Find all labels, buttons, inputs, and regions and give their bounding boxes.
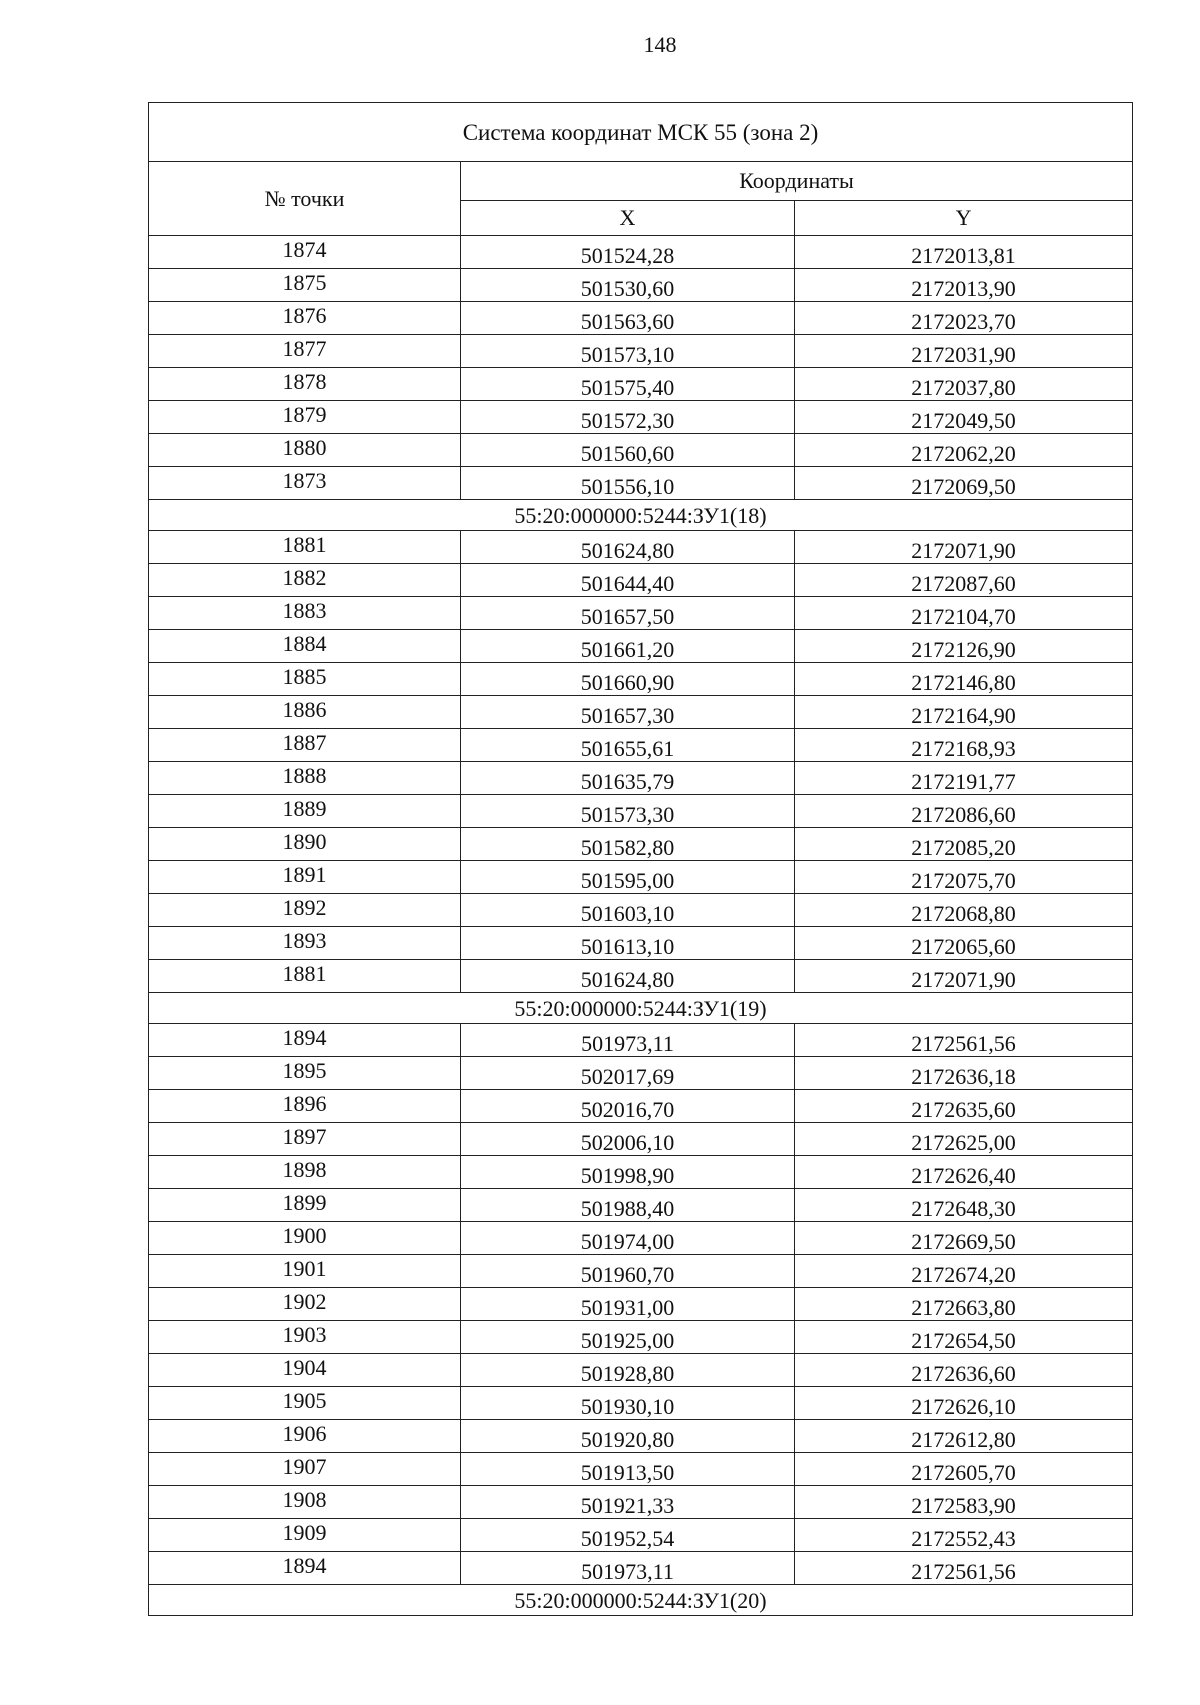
x-coordinate-cell: 501524,28 — [461, 236, 795, 269]
x-coordinate-cell: 501960,70 — [461, 1255, 795, 1288]
point-number-cell: 1887 — [149, 729, 461, 762]
table-row — [149, 795, 1133, 828]
table-row — [149, 434, 1133, 467]
table-row — [149, 1090, 1133, 1123]
point-number-cell: 1909 — [149, 1519, 461, 1552]
page-number: 148 — [643, 32, 677, 57]
coordinates-table — [148, 102, 1133, 1616]
point-number-cell: 1903 — [149, 1321, 461, 1354]
table-row — [149, 597, 1133, 630]
y-coordinate-cell: 2172023,70 — [795, 302, 1133, 335]
table-row — [149, 564, 1133, 597]
x-coordinate-cell: 501575,40 — [461, 368, 795, 401]
y-coordinate-cell: 2172636,18 — [795, 1057, 1133, 1090]
table-row — [149, 1354, 1133, 1387]
y-coordinate-cell: 2172625,00 — [795, 1123, 1133, 1156]
y-coordinate-cell: 2172164,90 — [795, 696, 1133, 729]
table-row — [149, 1453, 1133, 1486]
x-coordinate-cell: 501657,30 — [461, 696, 795, 729]
y-coordinate-cell: 2172062,20 — [795, 434, 1133, 467]
y-coordinate-cell: 2172075,70 — [795, 861, 1133, 894]
y-coordinate-cell: 2172674,20 — [795, 1255, 1133, 1288]
y-coordinate-cell: 2172031,90 — [795, 335, 1133, 368]
y-coordinate-cell: 2172087,60 — [795, 564, 1133, 597]
y-coordinate-cell: 2172561,56 — [795, 1552, 1133, 1585]
y-coordinate-cell: 2172071,90 — [795, 531, 1133, 564]
y-coordinate-cell: 2172191,77 — [795, 762, 1133, 795]
table-row — [149, 1123, 1133, 1156]
x-coordinate-cell: 501644,40 — [461, 564, 795, 597]
point-number-cell: 1882 — [149, 564, 461, 597]
section-label: 55:20:000000:5244:ЗУ1(19) — [149, 993, 1133, 1024]
point-number-cell: 1893 — [149, 927, 461, 960]
section-label: 55:20:000000:5244:ЗУ1(18) — [149, 500, 1133, 531]
x-coordinate-cell: 502016,70 — [461, 1090, 795, 1123]
point-number-cell: 1902 — [149, 1288, 461, 1321]
y-coordinate-cell: 2172626,40 — [795, 1156, 1133, 1189]
coordinates-header: Координаты — [461, 162, 1133, 201]
point-number-cell: 1897 — [149, 1123, 461, 1156]
x-coordinate-cell: 501931,00 — [461, 1288, 795, 1321]
table-row — [149, 828, 1133, 861]
x-coordinate-cell: 501572,30 — [461, 401, 795, 434]
y-coordinate-cell: 2172583,90 — [795, 1486, 1133, 1519]
point-number-cell: 1900 — [149, 1222, 461, 1255]
y-coordinate-cell: 2172068,80 — [795, 894, 1133, 927]
table-row — [149, 729, 1133, 762]
x-coordinate-cell: 501624,80 — [461, 531, 795, 564]
y-coordinate-cell: 2172626,10 — [795, 1387, 1133, 1420]
y-coordinate-cell: 2172071,90 — [795, 960, 1133, 993]
table-row — [149, 696, 1133, 729]
table-body — [149, 236, 1133, 1616]
point-number-cell: 1878 — [149, 368, 461, 401]
x-coordinate-cell: 501952,54 — [461, 1519, 795, 1552]
point-number-cell: 1888 — [149, 762, 461, 795]
point-number-cell: 1885 — [149, 663, 461, 696]
x-coordinate-cell: 501635,79 — [461, 762, 795, 795]
y-coordinate-cell: 2172168,93 — [795, 729, 1133, 762]
point-number-cell: 1901 — [149, 1255, 461, 1288]
y-coordinate-cell: 2172104,70 — [795, 597, 1133, 630]
y-coordinate-cell: 2172612,80 — [795, 1420, 1133, 1453]
x-coordinate-cell: 501973,11 — [461, 1024, 795, 1057]
table-row — [149, 1024, 1133, 1057]
x-coordinate-cell: 501661,20 — [461, 630, 795, 663]
point-number-cell: 1899 — [149, 1189, 461, 1222]
x-coordinate-cell: 501660,90 — [461, 663, 795, 696]
x-coordinate-cell: 501928,80 — [461, 1354, 795, 1387]
point-number-cell: 1889 — [149, 795, 461, 828]
x-coordinate-cell: 501613,10 — [461, 927, 795, 960]
table-row — [149, 1387, 1133, 1420]
x-coordinate-cell: 502006,10 — [461, 1123, 795, 1156]
point-number-cell: 1880 — [149, 434, 461, 467]
x-coordinate-cell: 501930,10 — [461, 1387, 795, 1420]
table-row — [149, 1288, 1133, 1321]
table-row — [149, 927, 1133, 960]
point-number-cell: 1881 — [149, 531, 461, 564]
section-label: 55:20:000000:5244:ЗУ1(20) — [149, 1585, 1133, 1616]
y-coordinate-cell: 2172654,50 — [795, 1321, 1133, 1354]
table-row — [149, 302, 1133, 335]
y-coordinate-cell: 2172069,50 — [795, 467, 1133, 500]
y-coordinate-cell: 2172552,43 — [795, 1519, 1133, 1552]
y-coordinate-cell: 2172085,20 — [795, 828, 1133, 861]
section-label-row — [149, 1585, 1133, 1616]
point-number-cell: 1906 — [149, 1420, 461, 1453]
table-row — [149, 236, 1133, 269]
point-number-cell: 1884 — [149, 630, 461, 663]
y-coordinate-cell: 2172561,56 — [795, 1024, 1133, 1057]
table-row — [149, 467, 1133, 500]
y-coordinate-cell: 2172635,60 — [795, 1090, 1133, 1123]
x-coordinate-cell: 501655,61 — [461, 729, 795, 762]
table-row — [149, 894, 1133, 927]
x-coordinate-cell: 501573,30 — [461, 795, 795, 828]
x-coordinate-cell: 501624,80 — [461, 960, 795, 993]
table-row — [149, 630, 1133, 663]
x-coordinate-cell: 501988,40 — [461, 1189, 795, 1222]
x-coordinate-cell: 501563,60 — [461, 302, 795, 335]
point-number-cell: 1898 — [149, 1156, 461, 1189]
point-number-cell: 1892 — [149, 894, 461, 927]
table-row — [149, 1156, 1133, 1189]
x-coordinate-cell: 501530,60 — [461, 269, 795, 302]
table-row — [149, 1486, 1133, 1519]
point-number-cell: 1895 — [149, 1057, 461, 1090]
y-coordinate-cell: 2172013,81 — [795, 236, 1133, 269]
table-row — [149, 1255, 1133, 1288]
y-coordinate-cell: 2172663,80 — [795, 1288, 1133, 1321]
x-coordinate-cell: 501974,00 — [461, 1222, 795, 1255]
point-number-cell: 1874 — [149, 236, 461, 269]
table-row — [149, 960, 1133, 993]
point-number-cell: 1896 — [149, 1090, 461, 1123]
point-number-cell: 1883 — [149, 597, 461, 630]
table-row — [149, 1420, 1133, 1453]
table-row — [149, 663, 1133, 696]
y-coordinate-cell: 2172605,70 — [795, 1453, 1133, 1486]
x-coordinate-cell: 501556,10 — [461, 467, 795, 500]
y-coordinate-cell: 2172636,60 — [795, 1354, 1133, 1387]
x-column-header: X — [461, 200, 795, 235]
x-coordinate-cell: 501973,11 — [461, 1552, 795, 1585]
table-row — [149, 1057, 1133, 1090]
x-coordinate-cell: 501921,33 — [461, 1486, 795, 1519]
point-number-cell: 1876 — [149, 302, 461, 335]
point-number-cell: 1894 — [149, 1024, 461, 1057]
point-number-cell: 1890 — [149, 828, 461, 861]
x-coordinate-cell: 502017,69 — [461, 1057, 795, 1090]
y-coordinate-cell: 2172126,90 — [795, 630, 1133, 663]
table-row — [149, 531, 1133, 564]
x-coordinate-cell: 501925,00 — [461, 1321, 795, 1354]
point-number-cell: 1879 — [149, 401, 461, 434]
y-coordinate-cell: 2172065,60 — [795, 927, 1133, 960]
point-number-cell: 1907 — [149, 1453, 461, 1486]
y-coordinate-cell: 2172013,90 — [795, 269, 1133, 302]
point-number-cell: 1881 — [149, 960, 461, 993]
x-coordinate-cell: 501657,50 — [461, 597, 795, 630]
x-coordinate-cell: 501560,60 — [461, 434, 795, 467]
y-coordinate-cell: 2172037,80 — [795, 368, 1133, 401]
table-row — [149, 401, 1133, 434]
x-coordinate-cell: 501573,10 — [461, 335, 795, 368]
table-row — [149, 335, 1133, 368]
table-row — [149, 1519, 1133, 1552]
table-row — [149, 1189, 1133, 1222]
table-row — [149, 861, 1133, 894]
x-coordinate-cell: 501595,00 — [461, 861, 795, 894]
y-coordinate-cell: 2172049,50 — [795, 401, 1133, 434]
y-coordinate-cell: 2172086,60 — [795, 795, 1133, 828]
table-title: Система координат МСК 55 (зона 2) — [149, 103, 1133, 162]
point-number-cell: 1908 — [149, 1486, 461, 1519]
y-coordinate-cell: 2172146,80 — [795, 663, 1133, 696]
y-coordinate-cell: 2172648,30 — [795, 1189, 1133, 1222]
x-coordinate-cell: 501913,50 — [461, 1453, 795, 1486]
point-number-cell: 1904 — [149, 1354, 461, 1387]
y-column-header: Y — [795, 200, 1133, 235]
point-number-cell: 1873 — [149, 467, 461, 500]
table-row — [149, 368, 1133, 401]
section-label-row — [149, 993, 1133, 1024]
y-coordinate-cell: 2172669,50 — [795, 1222, 1133, 1255]
point-number-cell: 1891 — [149, 861, 461, 894]
point-number-cell: 1877 — [149, 335, 461, 368]
point-number-cell: 1886 — [149, 696, 461, 729]
table-row — [149, 1321, 1133, 1354]
x-coordinate-cell: 501582,80 — [461, 828, 795, 861]
x-coordinate-cell: 501603,10 — [461, 894, 795, 927]
point-number-header: № точки — [149, 162, 461, 236]
table-row — [149, 269, 1133, 302]
point-number-cell: 1905 — [149, 1387, 461, 1420]
point-number-cell: 1894 — [149, 1552, 461, 1585]
section-label-row — [149, 500, 1133, 531]
table-row — [149, 1222, 1133, 1255]
table-row — [149, 1552, 1133, 1585]
x-coordinate-cell: 501998,90 — [461, 1156, 795, 1189]
point-number-cell: 1875 — [149, 269, 461, 302]
table-row — [149, 762, 1133, 795]
x-coordinate-cell: 501920,80 — [461, 1420, 795, 1453]
